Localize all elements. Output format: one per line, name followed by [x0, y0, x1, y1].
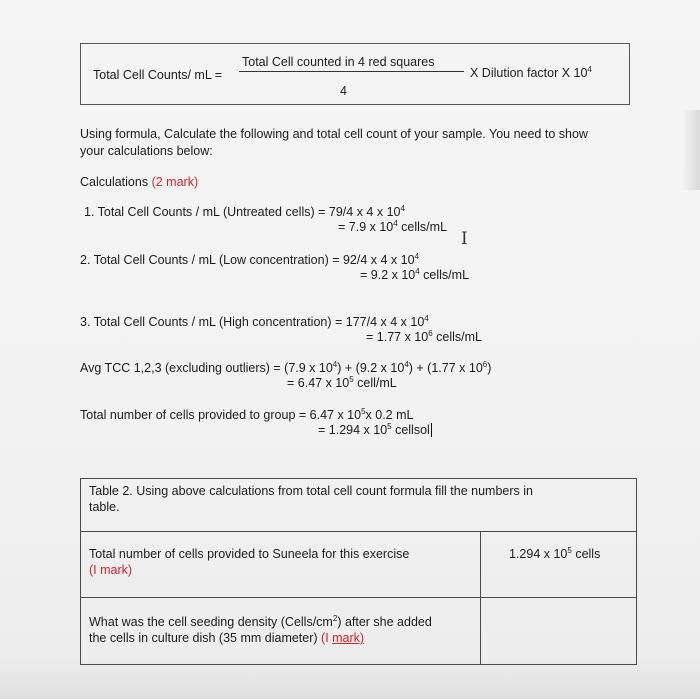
- table-2: [80, 478, 637, 665]
- calc-2-line-2: = 9.2 x $10^4$ cells/mL: [360, 266, 470, 282]
- row1-value: 1.294 x $10^5$ cells: [509, 545, 601, 561]
- row2-label-cell: [81, 598, 481, 665]
- total-line-2: = 1.294 x $10^5$ cellsol: [318, 421, 430, 437]
- table-title-line-1: Table 2. Using above calculations from total cell count formula fill the numbers in: [89, 484, 533, 498]
- calc-2-line-1: 2. Total Cell Counts / mL (Low concentration) = 92/4 x 4 x $10^4$: [80, 251, 420, 267]
- row2-value-cell[interactable]: [481, 598, 637, 665]
- row1-label: Total number of cells provided to Suneela for this exercise: [89, 547, 410, 561]
- fraction-bar: [239, 71, 464, 72]
- calculations-heading: Calculations (2 mark): [80, 175, 199, 189]
- page-shadow-bottom: [0, 659, 700, 699]
- table-row: [81, 532, 637, 598]
- calc-3-line-1: 3. Total Cell Counts / mL (High concentration) = 177/4 x 4 x $10^4$: [80, 313, 429, 329]
- row1-mark: (I mark): [89, 563, 133, 577]
- formula-numerator: Total Cell counted in 4 red squares: [242, 55, 435, 69]
- total-line-1: Total number of cells provided to group = 6.47 x $10^5x$ 0.2 mL: [80, 406, 414, 422]
- avg-line-1: Avg TCC 1,2,3 (excluding outliers) = (7.9 x $10^4) + (9.2$ x $10^4) + (1.77$ x $10^6$): [80, 359, 492, 375]
- formula-denominator: 4: [340, 84, 347, 98]
- row2-mark: (I mark): [321, 631, 365, 645]
- table-title-line-2: table.: [89, 500, 120, 514]
- calc-1-line-1: 1. Total Cell Counts / mL (Untreated cells) = 79/4 x 4 x $10^4$: [84, 203, 405, 219]
- avg-line-2: = 6.47 x $10^5$ cell/mL: [287, 374, 397, 390]
- formula-right: X Dilution factor X $10^4$: [470, 64, 592, 80]
- instruction-line-1: Using formula, Calculate the following and total cell count of your sample. You need to show: [80, 127, 588, 141]
- text-cursor-icon: I: [461, 229, 468, 249]
- instruction-line-2: your calculations below:: [80, 144, 213, 158]
- row2-label-line-2: the cells in culture dish (35 mm diameter) (I mark): [89, 631, 365, 645]
- table-title-cell: [81, 479, 637, 532]
- calc-3-line-2: = 1.77 x $10^6$ cells/mL: [366, 328, 482, 344]
- page-shadow-right: [682, 110, 700, 190]
- row1-label-cell: [81, 532, 481, 598]
- formula-left: Total Cell Counts/ mL =: [93, 68, 223, 82]
- formula-box: [80, 43, 630, 105]
- row1-value-cell[interactable]: [481, 532, 637, 598]
- calc-1-line-2: = 7.9 x $10^4$ cells/mL: [338, 218, 448, 234]
- row2-label-line-1: What was the cell seeding density $(Cells/cm^2)$ after she added: [89, 613, 432, 629]
- table-title-row: [81, 479, 637, 532]
- table-row: [81, 598, 637, 665]
- calculations-mark: (2 mark): [151, 175, 199, 189]
